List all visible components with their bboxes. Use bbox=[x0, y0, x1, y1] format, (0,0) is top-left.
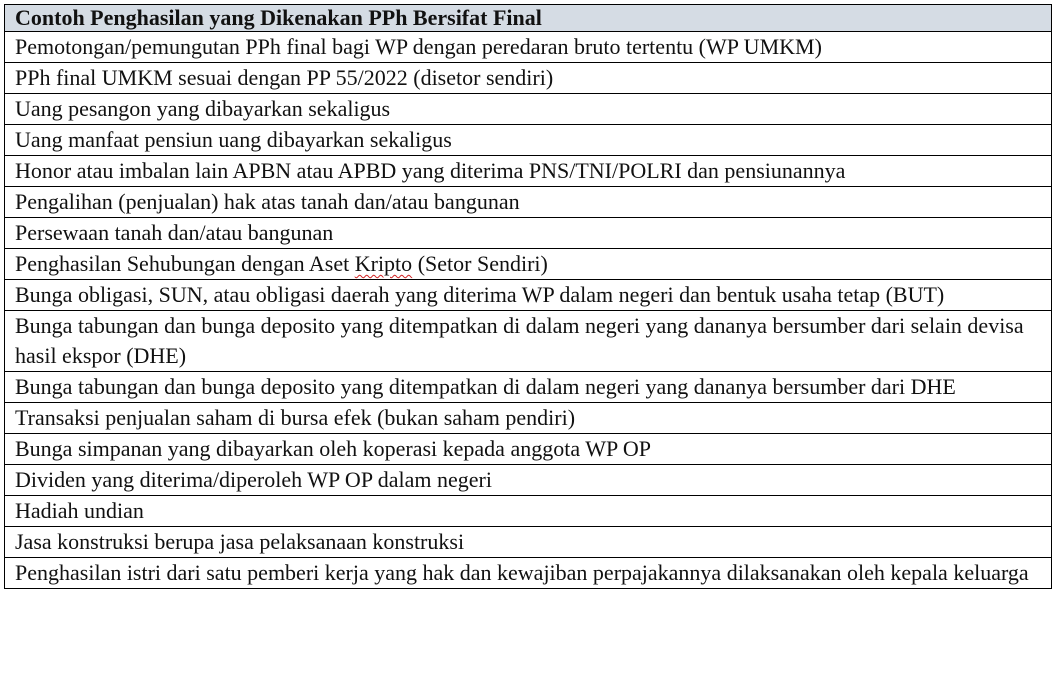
table-row bbox=[5, 125, 1052, 156]
table-row bbox=[5, 187, 1052, 218]
table-row bbox=[5, 249, 1052, 280]
table-header-cell: Contoh Penghasilan yang Dikenakan PPh Bersifat Final bbox=[5, 5, 1052, 32]
table-row bbox=[5, 372, 1052, 403]
table-cell: Uang pesangon yang dibayarkan sekaligus bbox=[5, 94, 1052, 125]
table-cell: Bunga simpanan yang dibayarkan oleh koperasi kepada anggota WP OP bbox=[5, 434, 1052, 465]
cell-text-after: (Setor Sendiri) bbox=[412, 251, 548, 276]
table-row bbox=[5, 218, 1052, 249]
table-cell: Hadiah undian bbox=[5, 496, 1052, 527]
table-row bbox=[5, 311, 1052, 372]
table-row bbox=[5, 280, 1052, 311]
table-cell: Bunga tabungan dan bunga deposito yang ditempatkan di dalam negeri yang dananya bersumber dari DHE bbox=[5, 372, 1052, 403]
table-cell: Transaksi penjualan saham di bursa efek (bukan saham pendiri) bbox=[5, 403, 1052, 434]
spellcheck-flagged-word[interactable]: Kripto bbox=[354, 251, 413, 276]
final-tax-income-table bbox=[4, 4, 1052, 589]
table-cell: PPh final UMKM sesuai dengan PP 55/2022 (disetor sendiri) bbox=[5, 63, 1052, 94]
table-row bbox=[5, 32, 1052, 63]
table-row bbox=[5, 496, 1052, 527]
table-row bbox=[5, 465, 1052, 496]
table-cell: Bunga tabungan dan bunga deposito yang ditempatkan di dalam negeri yang dananya bersumber dari selain devisa hasil ekspor (DHE) bbox=[5, 311, 1052, 372]
table-row bbox=[5, 527, 1052, 558]
table-cell: Pengalihan (penjualan) hak atas tanah dan/atau bangunan bbox=[5, 187, 1052, 218]
table-row bbox=[5, 94, 1052, 125]
table-header-row bbox=[5, 5, 1052, 32]
table-cell: Uang manfaat pensiun uang dibayarkan sekaligus bbox=[5, 125, 1052, 156]
table-cell: Penghasilan istri dari satu pemberi kerja yang hak dan kewajiban perpajakannya dilaksanakan oleh kepala keluarga bbox=[5, 558, 1052, 589]
table-cell-crypto bbox=[5, 249, 1052, 280]
table-cell: Honor atau imbalan lain APBN atau APBD yang diterima PNS/TNI/POLRI dan pensiunannya bbox=[5, 156, 1052, 187]
table-cell: Jasa konstruksi berupa jasa pelaksanaan konstruksi bbox=[5, 527, 1052, 558]
table-row bbox=[5, 403, 1052, 434]
cell-text-before: Penghasilan Sehubungan dengan Aset bbox=[15, 251, 355, 276]
table-cell: Pemotongan/pemungutan PPh final bagi WP dengan peredaran bruto tertentu (WP UMKM) bbox=[5, 32, 1052, 63]
table-cell: Persewaan tanah dan/atau bangunan bbox=[5, 218, 1052, 249]
table-cell: Bunga obligasi, SUN, atau obligasi daerah yang diterima WP dalam negeri dan bentuk usaha tetap (BUT) bbox=[5, 280, 1052, 311]
table-row bbox=[5, 434, 1052, 465]
table-row bbox=[5, 558, 1052, 589]
final-tax-income-table-container bbox=[4, 4, 1052, 589]
table-row bbox=[5, 63, 1052, 94]
table-row bbox=[5, 156, 1052, 187]
table-cell: Dividen yang diterima/diperoleh WP OP dalam negeri bbox=[5, 465, 1052, 496]
